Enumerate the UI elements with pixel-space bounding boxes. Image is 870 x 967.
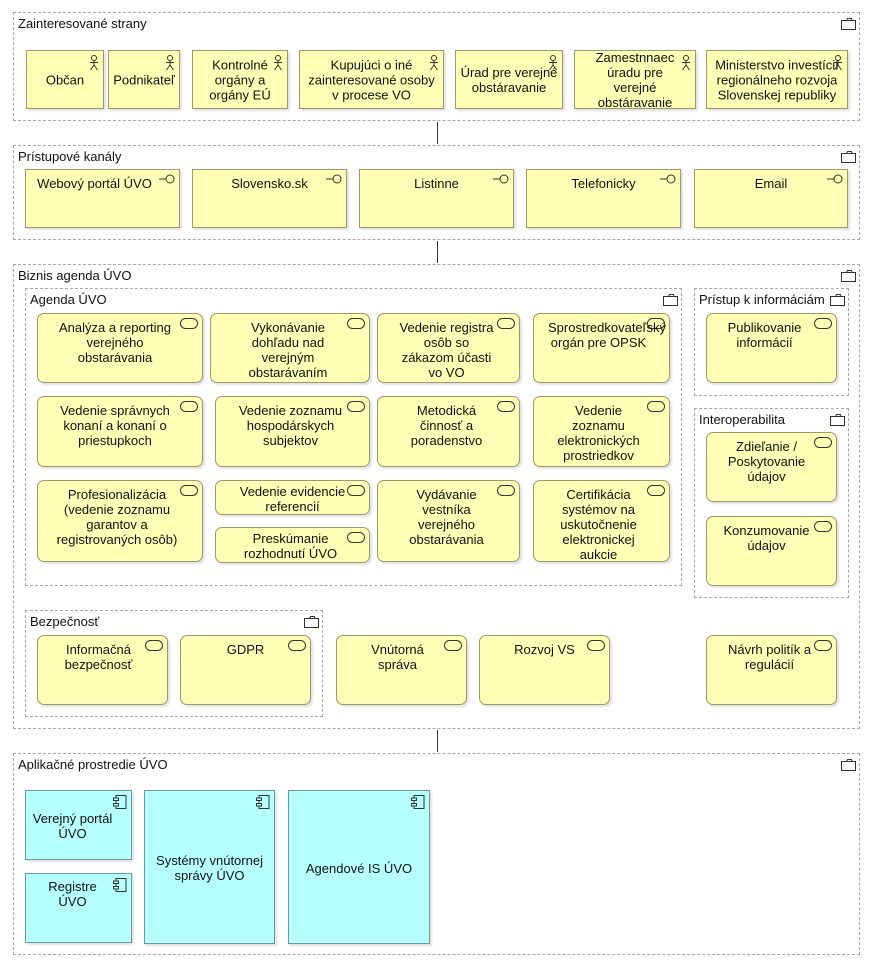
service-zdielanie-udajov[interactable]: [706, 432, 837, 502]
service-zoznam-hospodarskych-subjektov[interactable]: [215, 396, 370, 467]
actor-label: Kupujúci o iné zainteresované osoby v procese VO: [308, 57, 435, 102]
service-label: Certifikácia systémov na uskutočnenie elektronickej aukcie: [560, 487, 637, 562]
component-verejny-portal[interactable]: [25, 790, 132, 860]
service-icon: [814, 437, 832, 448]
folder-icon: [304, 616, 319, 628]
interface-icon: [159, 174, 175, 184]
component-agendove-is[interactable]: [288, 790, 430, 944]
service-label: Vedenie zoznamu hospodárskych subjektov: [238, 403, 343, 448]
interface-telefonicky[interactable]: [526, 169, 681, 228]
service-icon: [497, 485, 515, 496]
component-label: Verejný portál ÚVO: [32, 811, 113, 841]
service-label: Konzumovanie údajov: [723, 523, 810, 553]
service-publikovanie-informacii[interactable]: [706, 313, 837, 383]
service-label: Sprostredkovateľský orgán pre OPSK: [548, 320, 666, 350]
actor-zamestnanec[interactable]: [574, 50, 696, 109]
interface-webovy-portal[interactable]: [25, 169, 180, 228]
service-icon: [145, 640, 163, 651]
service-sprostredkovatelsky-organ[interactable]: [533, 313, 670, 383]
service-icon: [814, 318, 832, 329]
actor-label: Zamestnnaec úradu pre verejné obstáravanie: [595, 49, 675, 110]
service-label: Preskúmanie rozhodnutí ÚVO: [243, 531, 338, 561]
folder-icon: [841, 759, 856, 771]
service-icon: [180, 485, 198, 496]
service-informacna-bezpecnost[interactable]: [37, 635, 168, 705]
component-icon: [411, 795, 425, 809]
service-metodicka-cinnost[interactable]: [377, 396, 520, 467]
service-label: Vedenie zoznamu elektronických prostriedkov: [557, 403, 640, 463]
service-spravne-konania[interactable]: [37, 396, 203, 467]
actor-label: Občan: [45, 72, 85, 87]
service-icon: [497, 401, 515, 412]
service-icon: [444, 640, 462, 651]
actor-kupujuci[interactable]: [299, 50, 444, 109]
interface-label: Telefonicky: [571, 176, 636, 191]
service-icon: [180, 401, 198, 412]
service-vnutorna-sprava[interactable]: [336, 635, 467, 705]
service-label: Profesionalizácia (vedenie zoznamu garantov a registrovaných osôb): [56, 487, 178, 547]
component-registre[interactable]: [25, 873, 132, 943]
service-preskumanie-rozhodnuti[interactable]: [215, 527, 370, 563]
service-analyza-reporting[interactable]: [37, 313, 203, 383]
component-icon: [113, 878, 127, 892]
component-label: Registre ÚVO: [48, 879, 97, 909]
interface-email[interactable]: [694, 169, 848, 228]
group-title-agenda: Agenda ÚVO: [30, 292, 107, 307]
service-label: Vykonávanie dohľadu nad verejným obstarávaním: [248, 320, 328, 380]
group-title-stakeholders: Zainteresované strany: [18, 16, 147, 31]
service-label: Publikovanie informácií: [727, 320, 802, 350]
actor-obcan[interactable]: [26, 50, 104, 109]
service-icon: [497, 318, 515, 329]
service-label: Zdieľanie / Poskytovanie údajov: [727, 439, 806, 484]
service-icon: [347, 532, 365, 543]
component-label: Agendové IS ÚVO: [305, 861, 413, 876]
folder-icon: [830, 294, 845, 306]
actor-icon: [681, 55, 691, 71]
service-rozvoj-vs[interactable]: [479, 635, 610, 705]
service-certifikacia-systemov[interactable]: [533, 480, 670, 562]
service-vydavanie-vestnika[interactable]: [377, 480, 520, 562]
service-label: Vydávanie vestníka verejného obstarávania: [409, 487, 484, 547]
service-label: Informačná bezpečnosť: [64, 642, 133, 672]
actor-icon: [165, 55, 175, 71]
folder-icon: [841, 151, 856, 163]
actor-label: Podnikateľ: [113, 72, 175, 87]
group-title-business: Biznis agenda ÚVO: [18, 268, 132, 283]
actor-podnikatel[interactable]: [108, 50, 180, 109]
actor-urad-vo[interactable]: [455, 50, 563, 109]
service-vykonavanie-dohladu[interactable]: [210, 313, 370, 383]
folder-icon: [841, 18, 856, 30]
service-label: Návrh politík a regulácií: [727, 642, 812, 672]
service-konzumovanie-udajov[interactable]: [706, 516, 837, 586]
folder-icon: [663, 294, 678, 306]
actor-label: Kontrolné orgány a orgány EÚ: [209, 57, 271, 102]
service-label: Rozvoj VS: [514, 642, 575, 657]
interface-slovensko-sk[interactable]: [192, 169, 347, 228]
interface-label: Email: [754, 176, 788, 191]
service-label: Vnútorná správa: [371, 642, 424, 672]
group-title-applications: Aplikačné prostredie ÚVO: [18, 757, 168, 772]
service-gdpr[interactable]: [180, 635, 311, 705]
actor-kontrolne-organy[interactable]: [192, 50, 288, 109]
service-icon: [180, 318, 198, 329]
component-icon: [256, 795, 270, 809]
actor-icon: [89, 55, 99, 71]
component-systemy-vnutornej-spravy[interactable]: [144, 790, 275, 944]
group-title-channels: Prístupové kanály: [18, 149, 122, 164]
group-title-security: Bezpečnosť: [30, 614, 100, 629]
service-icon: [347, 318, 365, 329]
group-title-access: Prístup k informáciám: [699, 292, 825, 307]
interface-listinne[interactable]: [359, 169, 514, 228]
component-label: Systémy vnútornej správy ÚVO: [156, 853, 263, 883]
service-label: GDPR: [226, 642, 265, 657]
connector-line: [437, 122, 438, 144]
folder-icon: [841, 270, 856, 282]
service-label: Vedenie registra osôb so zákazom účasti vo VO: [399, 320, 494, 380]
service-label: Metodická činnosť a poradenstvo: [410, 403, 483, 448]
service-profesionalizacia[interactable]: [37, 480, 203, 562]
folder-icon: [830, 414, 845, 426]
actor-ministerstvo[interactable]: [706, 50, 848, 109]
service-navrh-politik[interactable]: [706, 635, 837, 705]
service-icon: [647, 485, 665, 496]
connector-line: [437, 730, 438, 752]
service-evidencia-referencii[interactable]: [215, 480, 370, 515]
service-zoznam-elektronickych-prostriedkov[interactable]: [533, 396, 670, 467]
connector-line: [437, 241, 438, 263]
service-label: Vedenie evidencie referencií: [239, 484, 346, 514]
component-icon: [113, 795, 127, 809]
actor-label: Úrad pre verejné obstáravanie: [460, 64, 558, 95]
service-icon: [814, 521, 832, 532]
service-label: Vedenie správnych konaní a konaní o priestupkoch: [60, 403, 170, 448]
service-register-osob-zakaz[interactable]: [377, 313, 520, 383]
group-title-interop: Interoperabilita: [699, 412, 785, 427]
interface-label: Slovensko.sk: [231, 176, 308, 191]
service-label: Analýza a reporting verejného obstarávania: [58, 320, 171, 365]
interface-label: Listinne: [414, 176, 459, 191]
interface-label: Webový portál ÚVO: [37, 176, 152, 191]
service-icon: [647, 401, 665, 412]
group-applications: [13, 753, 860, 955]
actor-label: Ministerstvo investícií regionálneho rozvoja Slovenskej republiky: [715, 57, 839, 102]
